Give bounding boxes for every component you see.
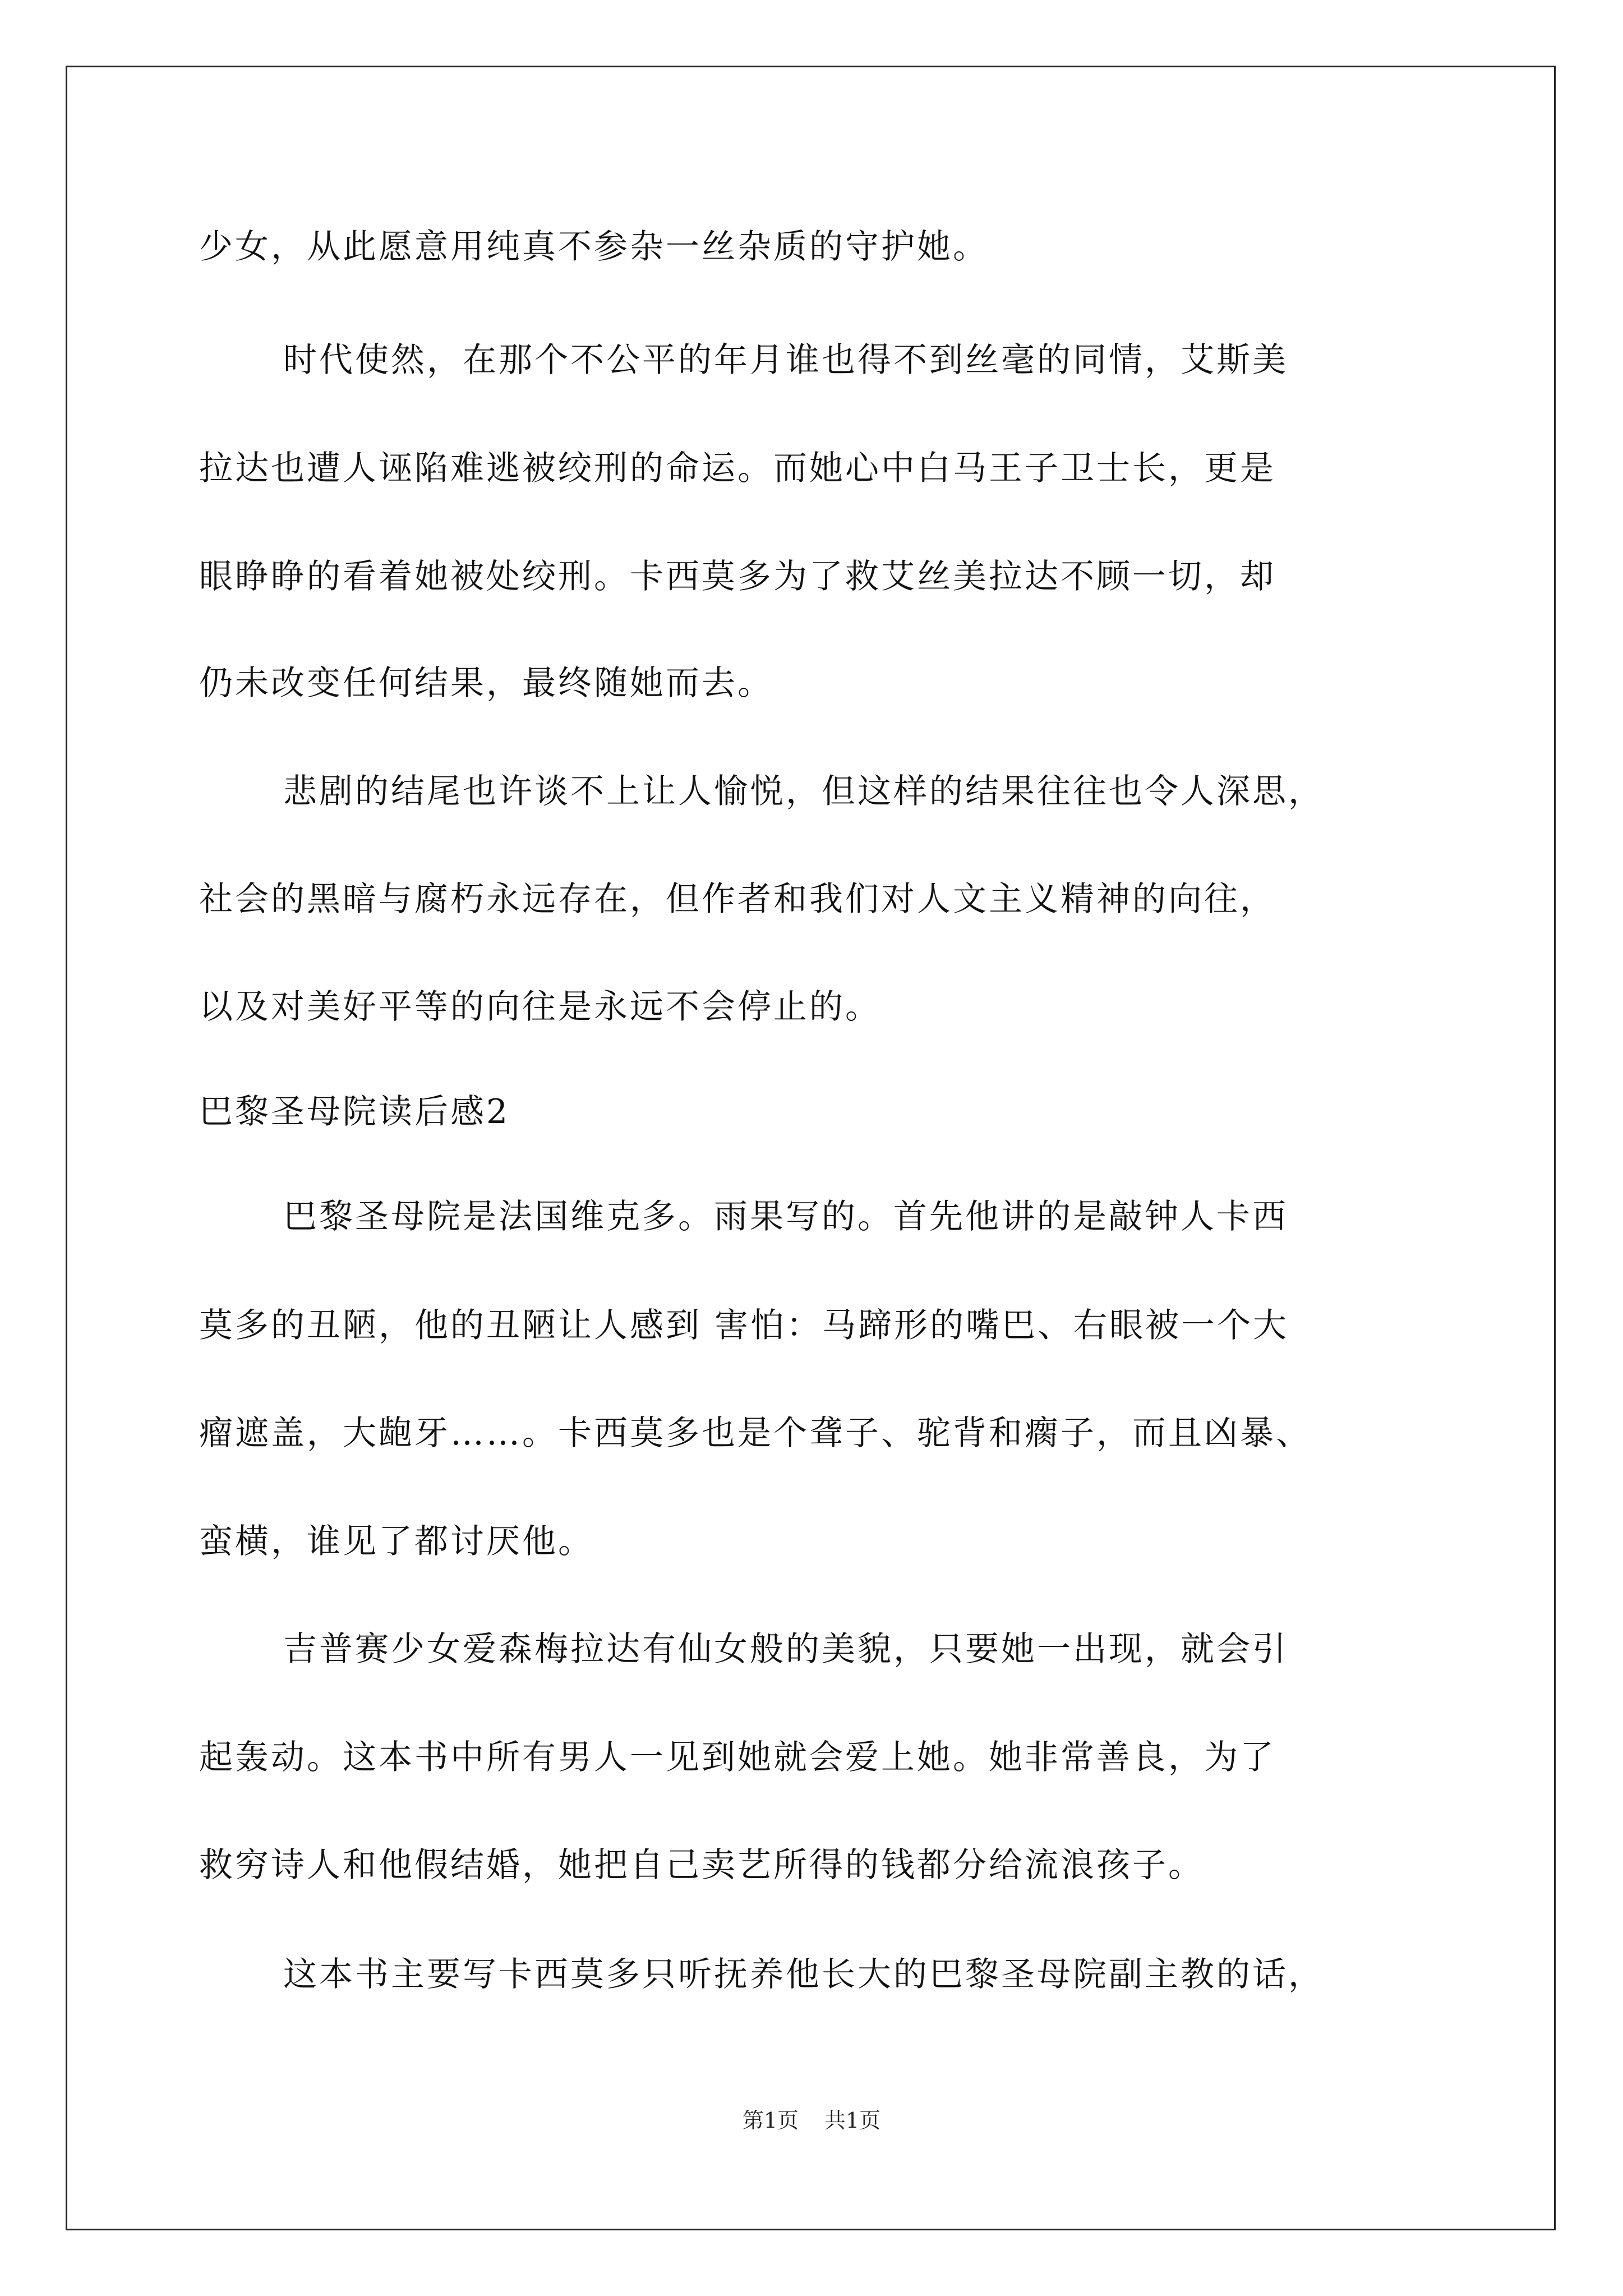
section-heading: 巴黎圣母院读后感2 — [199, 1092, 510, 1131]
page-number: 第1页 — [742, 2108, 799, 2133]
text-line: 救穷诗人和他假结婚，她把自己卖艺所得的钱都分给流浪孩子。 — [199, 1846, 1204, 1885]
text-line: 起轰动。这本书中所有男人一见到她就会爱上她。她非常善良，为了 — [199, 1738, 1276, 1777]
text-line: 以及对美好平等的向往是永远不会停止的。 — [199, 987, 881, 1027]
text-line: 社会的黑暗与腐朽永远存在，但作者和我们对人文主义精神的向往， — [199, 880, 1276, 919]
text-line: 蛮横，谁见了都讨厌他。 — [199, 1522, 594, 1561]
text-line: 瘤遮盖，大龅牙……。卡西莫多也是个聋子、驼背和瘸子，而且凶暴、 — [199, 1414, 1312, 1453]
text-line: 仍未改变任何结果，最终随她而去。 — [199, 664, 773, 703]
paragraph-start-line: 吉普赛少女爱森梅拉达有仙女般的美貌，只要她一出现，就会引 — [283, 1630, 1288, 1669]
paragraph-start-line: 悲剧的结尾也许谈不上让人愉悦，但这样的结果往往也令人深思， — [283, 772, 1324, 811]
paragraph-start-line: 时代使然，在那个不公平的年月谁也得不到丝毫的同情，艾斯美 — [283, 341, 1288, 380]
page-border — [66, 66, 1556, 2230]
page-footer — [0, 2106, 1623, 2134]
text-line: 少女，从此愿意用纯真不参杂一丝杂质的守护她。 — [199, 227, 989, 266]
text-line: 眼睁睁的看着她被处绞刑。卡西莫多为了救艾丝美拉达不顾一切，却 — [199, 557, 1276, 596]
text-line: 拉达也遭人诬陷难逃被绞刑的命运。而她心中白马王子卫士长，更是 — [199, 449, 1276, 488]
text-line: 莫多的丑陋，他的丑陋让人感到 害怕：马蹄形的嘴巴、右眼被一个大 — [199, 1306, 1289, 1345]
paragraph-start-line: 巴黎圣母院是法国维克多。雨果写的。首先他讲的是敲钟人卡西 — [283, 1197, 1288, 1236]
page-total: 共1页 — [824, 2108, 881, 2133]
paragraph-start-line: 这本书主要写卡西莫多只听抚养他长大的巴黎圣母院副主教的话， — [283, 1955, 1324, 1994]
